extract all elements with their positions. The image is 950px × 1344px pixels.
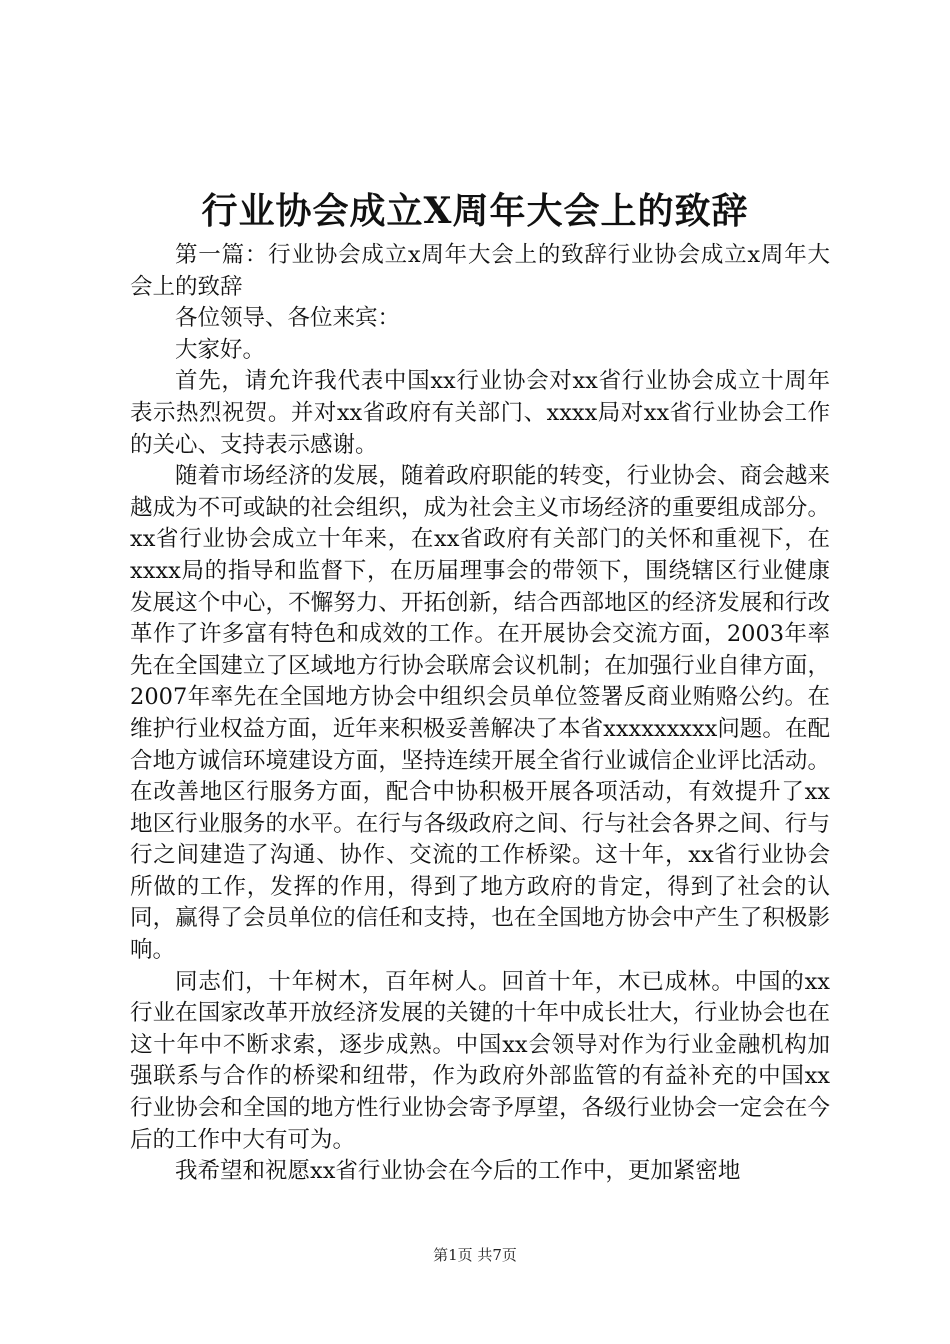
paragraph-heading: 第一篇：行业协会成立x周年大会上的致辞行业协会成立x周年大会上的致辞	[130, 242, 830, 300]
paragraph-achievements: 随着市场经济的发展，随着政府职能的转变，行业协会、商会越来越成为不可或缺的社会组织，成为社会主义市场经济的重要组成部分。xx省行业协会成立十年来，在xx省政府有关部门的关怀和重视下，在xxxx局的指导和监督下，在历届理事会的带领下，围绕辖区行业健康发展这个中心，不懈努力、开拓创新，结合西部地区的经济发展和行改革作了许多富有特色和成效的工作。在开展协会交流方面，2003年率先在全国建立了区域地方行协会联席会议机制；在加强行业自律方面，2007年率先在全国地方协会中组织会员单位签署反商业贿赂公约。在维护行业权益方面，近年来积极妥善解决了本省xxxxxxxxx问题。在配合地方诚信环境建设方面，坚持连续开展全省行业诚信企业评比活动。在改善地区行服务方面，配合中协积极开展各项活动，有效提升了xx地区行业服务的水平。在行与各级政府之间、行与社会各界之间、行与行之间建造了沟通、协作、交流的工作桥梁。这十年，xx省行业协会所做的工作，发挥的作用，得到了地方政府的肯定，得到了社会的认同，赢得了会员单位的信任和支持，也在全国地方协会中产生了积极影响。	[130, 463, 830, 964]
document-body	[130, 240, 830, 1188]
paragraph-congratulations: 首先，请允许我代表中国xx行业协会对xx省行业协会成立十周年表示热烈祝贺。并对xx省政府有关部门、xxxx局对xx省行业协会工作的关心、支持表示感谢。	[130, 368, 830, 458]
page-number-label: 第1页 共7页	[433, 1246, 517, 1264]
paragraph-greeting: 大家好。	[175, 336, 266, 363]
paragraph-wishes: 我希望和祝愿xx省行业协会在今后的工作中，更加紧密地	[175, 1158, 741, 1185]
page-footer	[0, 1245, 950, 1265]
document-title: 行业协会成立X周年大会上的致辞	[201, 190, 749, 232]
paragraph-salutation: 各位领导、各位来宾：	[175, 305, 401, 332]
paragraph-reflection: 同志们，十年树木，百年树人。回首十年，木已成林。中国的xx行业在国家改革开放经济发展的关键的十年中成长壮大，行业协会也在这十年中不断求索，逐步成熟。中国xx会领导对作为行业金融机构加强联系与合作的桥梁和纽带，作为政府外部监管的有益补充的中国xx行业协会和全国的地方性行业协会寄予厚望，各级行业协会一定会在今后的工作中大有可为。	[130, 968, 830, 1153]
